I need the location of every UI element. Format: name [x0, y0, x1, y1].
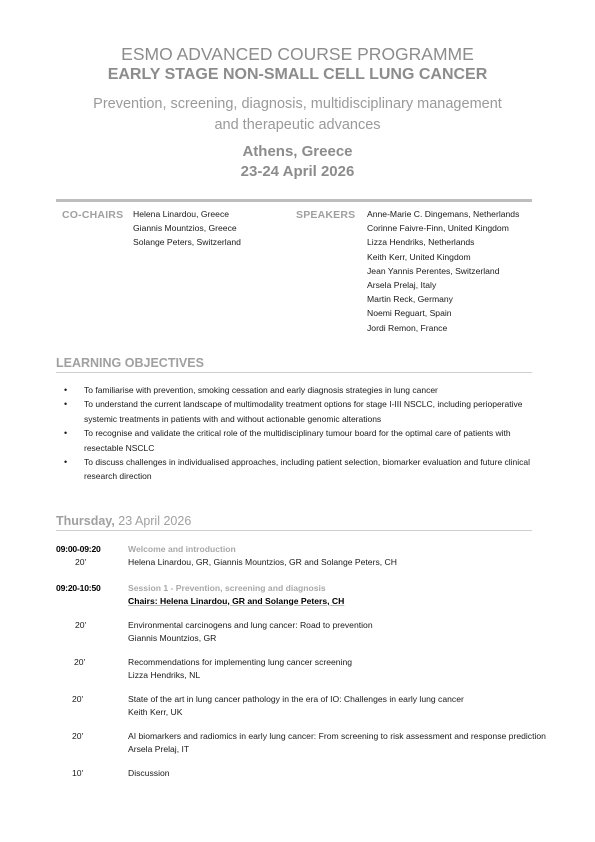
session-time: 09:00-09:20	[56, 544, 101, 554]
day-divider	[56, 530, 532, 531]
objective-text: To discuss challenges in individualised approaches, including patient selection, biomarker evaluation and future clinical research direction	[84, 457, 531, 482]
objective-text: To familiarise with prevention, smoking cessation and early diagnosis strategies in lung cancer	[84, 385, 438, 395]
talk-duration: 20'	[72, 731, 84, 741]
talk-duration: 20'	[72, 694, 84, 704]
talk-body	[128, 619, 538, 644]
speaker-name: Corinne Faivre-Finn, United Kingdom	[367, 223, 509, 234]
speaker-name: Anne-Marie C. Dingemans, Netherlands	[367, 209, 520, 219]
speaker-name: Martin Reck, Germany	[367, 294, 453, 305]
programme-heading: ESMO ADVANCED COURSE PROGRAMME	[121, 44, 474, 64]
talk-title: State of the art in lung cancer pathology in the era of IO: Challenges in early lung cancer	[128, 694, 464, 704]
talk-body	[128, 656, 538, 681]
talk-speaker: Keith Kerr, UK	[128, 706, 183, 717]
objective-item	[60, 426, 534, 455]
day-date: 23 April 2026	[118, 514, 192, 528]
cochair-name: Helena Linardou, Greece	[133, 209, 230, 219]
speakers-label: SPEAKERS	[296, 209, 356, 221]
bullet-icon: •	[64, 385, 68, 395]
objective-item	[60, 383, 534, 397]
talk-speaker: Giannis Mountzios, GR	[128, 632, 217, 643]
talk-title: AI biomarkers and radiomics in early lung cancer: From screening to risk assessment and response prediction	[128, 731, 546, 741]
talk-duration: 20'	[75, 557, 87, 567]
course-title: EARLY STAGE NON-SMALL CELL LUNG CANCER	[107, 66, 488, 83]
talk-duration: 10'	[72, 768, 84, 778]
objective-text: To understand the current landscape of multimodality treatment options for stage I-III NSCLC, including perioperative systemic treatments in patients with and without actionable genomic alterations	[84, 399, 523, 424]
bullet-icon: •	[64, 457, 68, 468]
objective-text: To recognise and validate the critical role of the multidisciplinary tumour board for the optimal care of patients with resectable NSCLC	[84, 428, 511, 453]
session-time: 09:20-10:50	[56, 583, 101, 593]
talk-duration: 20'	[75, 620, 87, 630]
talk-body	[128, 767, 538, 780]
session-title: Welcome and introduction	[128, 544, 236, 554]
speaker-name: Lizza Hendriks, Netherlands	[367, 237, 475, 248]
talk-title: Discussion	[128, 768, 170, 778]
cochair-name: Solange Peters, Switzerland	[133, 237, 241, 248]
bullet-icon: •	[64, 399, 68, 410]
speaker-name: Arsela Prelaj, Italy	[367, 280, 437, 291]
objectives-divider	[56, 372, 532, 373]
speaker-name: Jordi Remon, France	[367, 322, 448, 333]
day-weekday: Thursday,	[56, 514, 115, 528]
objectives-title: LEARNING OBJECTIVES	[56, 356, 204, 370]
session-body	[128, 582, 538, 607]
session-title: Session 1 - Prevention, screening and diagnosis	[128, 583, 326, 593]
speakers-list	[367, 207, 519, 335]
session-chairs: Chairs: Helena Linardou, GR and Solange Peters, CH	[128, 595, 345, 606]
session-body	[128, 543, 538, 568]
cochairs-label: CO-CHAIRS	[62, 209, 124, 221]
talk-speaker: Lizza Hendriks, NL	[128, 669, 201, 680]
speaker-name: Jean Yannis Perentes, Switzerland	[367, 265, 500, 276]
talk-body	[128, 693, 538, 718]
speaker-name: Noemi Reguart, Spain	[367, 308, 452, 319]
objective-item	[60, 455, 534, 484]
objectives-list	[60, 383, 534, 484]
objective-item	[60, 397, 534, 426]
course-subtitle-line1: Prevention, screening, diagnosis, multidisciplinary management	[93, 96, 502, 112]
talk-body	[128, 730, 546, 755]
session-speakers: Helena Linardou, GR, Giannis Mountzios, GR and Solange Peters, CH	[128, 556, 397, 567]
header-divider	[56, 199, 532, 202]
talk-title: Environmental carcinogens and lung cancer: Road to prevention	[128, 620, 373, 630]
speaker-name: Keith Kerr, United Kingdom	[367, 251, 471, 262]
talk-title: Recommendations for implementing lung cancer screening	[128, 657, 353, 667]
day-heading	[56, 514, 191, 528]
cochairs-list	[133, 207, 241, 250]
course-dates: 23-24 April 2026	[240, 163, 355, 180]
course-location: Athens, Greece	[242, 143, 353, 160]
cochair-name: Giannis Mountzios, Greece	[133, 223, 237, 234]
course-subtitle-line2: and therapeutic advances	[214, 117, 381, 133]
talk-speaker: Arsela Prelaj, IT	[128, 743, 190, 754]
bullet-icon: •	[64, 428, 68, 439]
talk-duration: 20'	[74, 657, 86, 667]
